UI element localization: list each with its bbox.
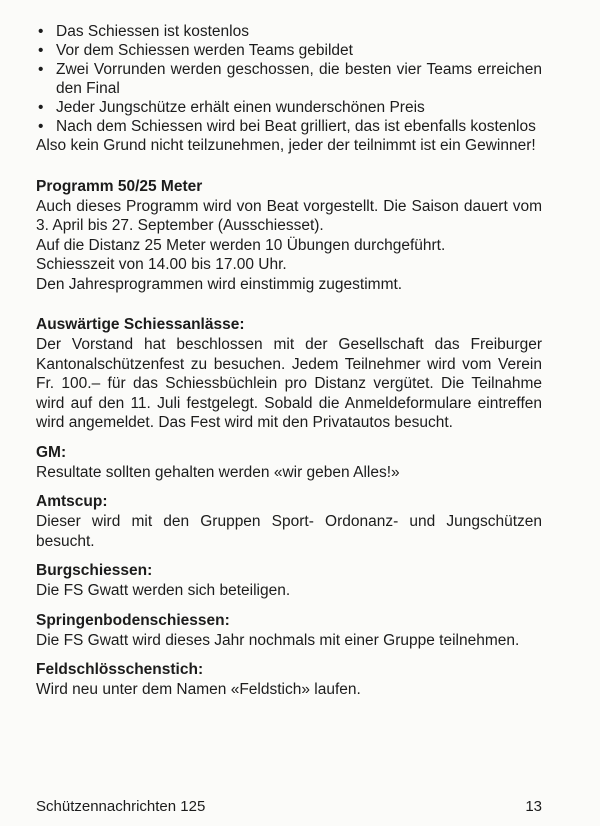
paragraph: Den Jahresprogrammen wird einstimmig zugestimmt. [36,275,403,293]
paragraph: Der Vorstand hat beschlossen mit der Gesellschaft das Freiburger Kantonalschützenfest zu besuchen. Jedem Teilnehmer wird vom Verein Fr. 100.– für das Schiessbüchlein pro Distanz vergütet. Die Teilnahme wird auf den 11. Juli festgelegt. Sobald die Anmeldeformulare eintreffen wird angemeldet. Das Fest wird mit den Privatautos besucht. [36,336,542,431]
list-item: • Vor dem Schiessen werden Teams gebildet [36,41,542,60]
page-footer [36,797,542,816]
paragraph: Resultate sollten gehalten werden «wir geben Alles!» [36,463,400,481]
paragraph: Auf die Distanz 25 Meter werden 10 Übungen durchgeführt. [36,236,446,254]
section-burgschiessen [36,561,542,601]
list-item: • Zwei Vorrunden werden geschossen, die besten vier Teams erreichen den Final [36,60,542,98]
section-feldschloesschenstich [36,660,542,700]
paragraph: Dieser wird mit den Gruppen Sport- Ordonanz- und Jungschützen besucht. [36,513,542,550]
paragraph: Auch dieses Programm wird von Beat vorgestellt. Die Saison dauert vom 3. April bis 27. September (Ausschiesset). [36,197,542,234]
section-heading: Auswärtige Schiessanlässe: [36,316,245,333]
section-heading: Feldschlösschenstich: [36,661,204,678]
publication-title: Schützennachrichten 125 [36,798,206,815]
section-gm [36,443,542,483]
paragraph: Schiesszeit von 14.00 bis 17.00 Uhr. [36,256,287,273]
list-item: • Nach dem Schiessen wird bei Beat grilliert, das ist ebenfalls kostenlos [36,117,542,136]
section-heading: Programm 50/25 Meter [36,177,203,195]
section-heading: Burgschiessen: [36,562,153,579]
paragraph: Die FS Gwatt werden sich beteiligen. [36,582,291,599]
section-heading: GM: [36,443,67,461]
list-item: • Jeder Jungschütze erhält einen wunderschönen Preis [36,98,542,117]
intro-closing: Also kein Grund nicht teilzunehmen, jeder der teilnimmt ist ein Gewinner! [36,137,536,154]
page-number: 13 [525,798,542,815]
paragraph: Wird neu unter dem Namen «Feldstich» laufen. [36,681,361,698]
section-springenboden [36,611,542,651]
rules-list [36,22,542,136]
document-page [36,22,542,700]
paragraph: Die FS Gwatt wird dieses Jahr nochmals mit einer Gruppe teilnehmen. [36,631,520,649]
section-heading: Amtscup: [36,493,108,510]
list-item: • Das Schiessen ist kostenlos [36,22,542,41]
section-programm [36,177,542,295]
section-heading: Springenbodenschiessen: [36,611,230,629]
section-auswaertige [36,315,542,433]
section-amtscup [36,492,542,551]
